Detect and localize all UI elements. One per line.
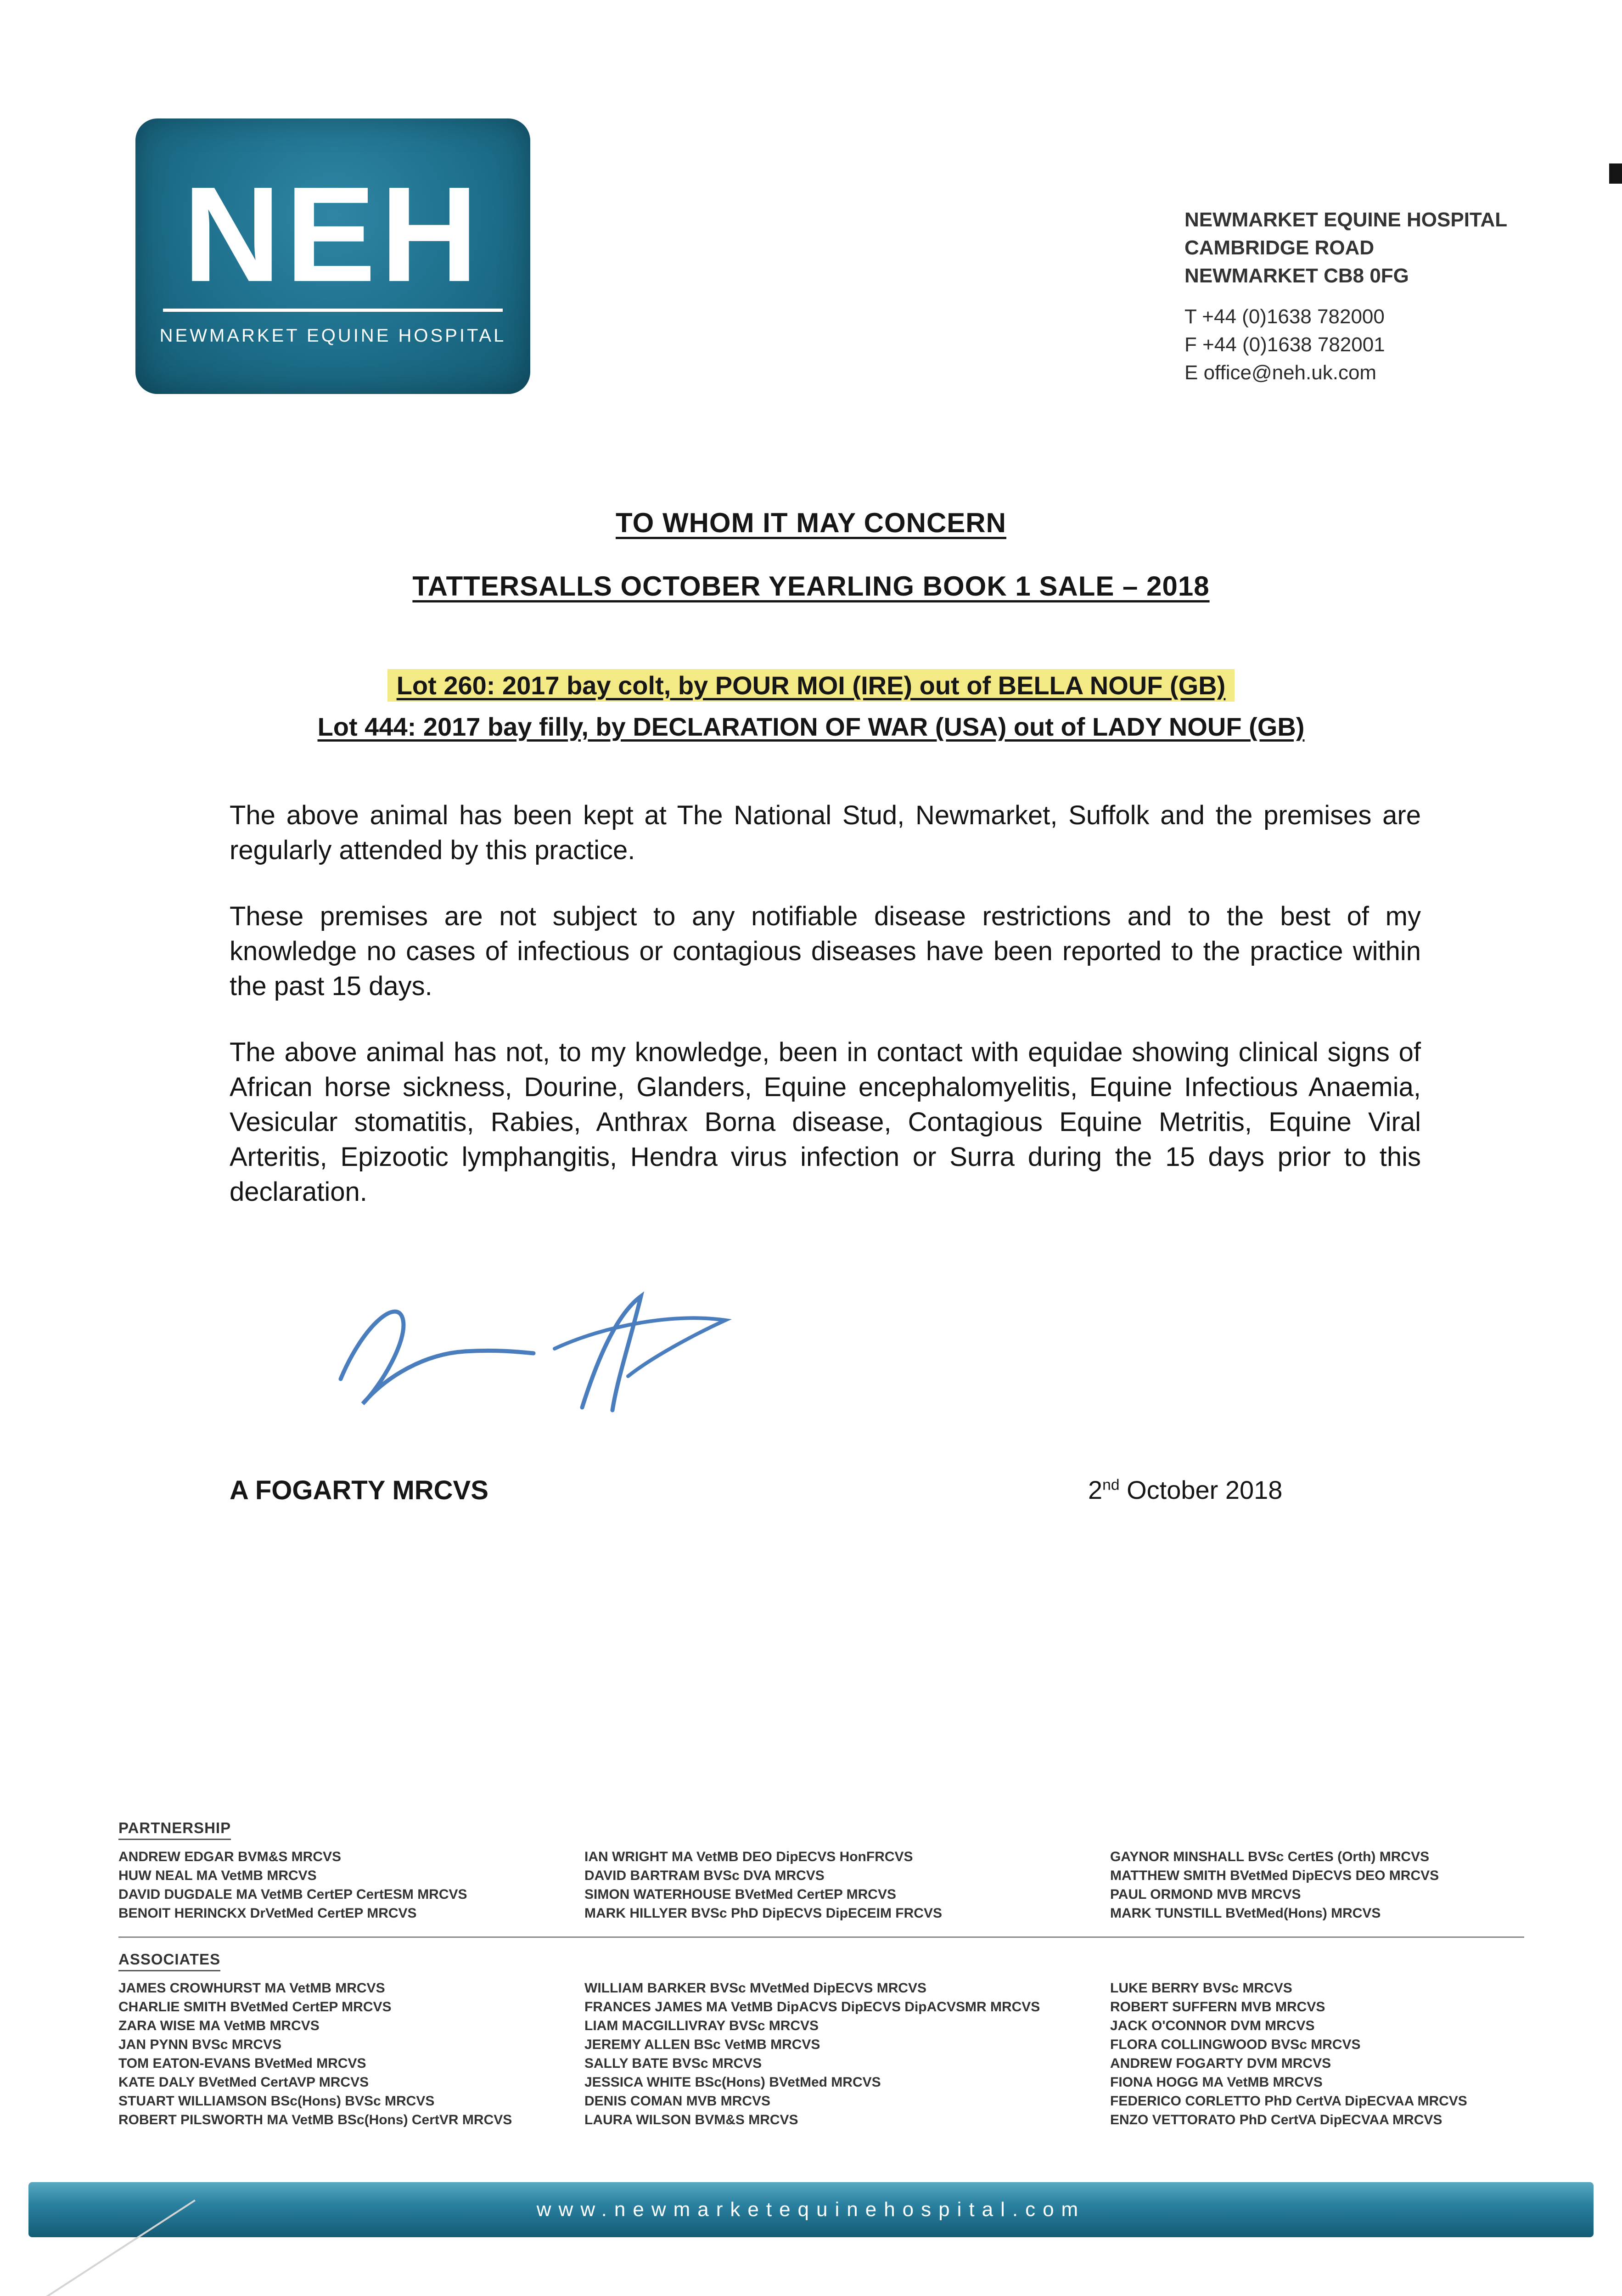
associates-column-1 — [118, 1979, 584, 2129]
staff-entry: MATTHEW SMITH BVetMed DipECVS DEO MRCVS — [1110, 1868, 1439, 1883]
staff-entry: IAN WRIGHT MA VetMB DEO DipECVS HonFRCVS — [584, 1849, 913, 1864]
staff-section — [118, 1819, 1524, 2129]
staff-entry: ENZO VETTORATO PhD CertVA DipECVAA MRCVS — [1110, 2112, 1442, 2127]
staff-entry: BENOIT HERINCKX DrVetMed CertEP MRCVS — [118, 1906, 417, 1921]
staff-entry: DENIS COMAN MVB MRCVS — [584, 2093, 771, 2109]
lot-line-260 — [0, 665, 1622, 706]
logo-acronym: NEH — [163, 167, 503, 312]
contact-address-line1: CAMBRIDGE ROAD — [1184, 236, 1375, 259]
partnership-column-1 — [118, 1847, 584, 1923]
staff-entry: JAN PYNN BVSc MRCVS — [118, 2037, 282, 2052]
partnership-column-3 — [1110, 1847, 1524, 1923]
contact-address-line2: NEWMARKET CB8 0FG — [1184, 264, 1409, 287]
lot-260-text: Lot 260: 2017 bay colt, by POUR MOI (IRE) out of BELLA NOUF (GB) — [387, 669, 1235, 702]
staff-entry: SALLY BATE BVSc MRCVS — [584, 2056, 762, 2071]
staff-entry: PAUL ORMOND MVB MRCVS — [1110, 1887, 1301, 1902]
staff-entry: MARK HILLYER BVSc PhD DipECVS DipECEIM FRCVS — [584, 1906, 942, 1921]
staff-entry: FRANCES JAMES MA VetMB DipACVS DipECVS DipACVSMR MRCVS — [584, 1999, 1040, 2015]
staff-entry: MARK TUNSTILL BVetMed(Hons) MRCVS — [1110, 1906, 1381, 1921]
partnership-column-2 — [584, 1847, 1110, 1923]
staff-entry: FEDERICO CORLETTO PhD CertVA DipECVAA MRCVS — [1110, 2093, 1467, 2109]
paragraph-restrictions: These premises are not subject to any notifiable disease restrictions and to the best of my knowledge no cases of infectious or contagious diseases have been reported to the practice within the past 15 days. — [230, 901, 1421, 1001]
contact-hospital-name: NEWMARKET EQUINE HOSPITAL — [1184, 208, 1508, 231]
section-divider — [118, 1936, 1524, 1938]
logo-name: NEWMARKET EQUINE HOSPITAL — [159, 325, 506, 346]
staff-entry: LIAM MACGILLIVRAY BVSc MRCVS — [584, 2018, 819, 2033]
partnership-grid — [118, 1847, 1524, 1923]
staff-entry: ROBERT SUFFERN MVB MRCVS — [1110, 1999, 1325, 2015]
staff-entry: HUW NEAL MA VetMB MRCVS — [118, 1868, 317, 1883]
partnership-label: PARTNERSHIP — [118, 1819, 231, 1840]
contact-block — [1184, 206, 1507, 387]
staff-entry: ZARA WISE MA VetMB MRCVS — [118, 2018, 320, 2033]
staff-entry: ANDREW EDGAR BVM&S MRCVS — [118, 1849, 342, 1864]
staff-entry: SIMON WATERHOUSE BVetMed CertEP MRCVS — [584, 1887, 896, 1902]
staff-entry: DAVID BARTRAM BVSc DVA MRCVS — [584, 1868, 825, 1883]
staff-entry: GAYNOR MINSHALL BVSc CertES (Orth) MRCVS — [1110, 1849, 1430, 1864]
letter-subtitle: TATTERSALLS OCTOBER YEARLING BOOK 1 SALE – 2018 — [412, 571, 1210, 602]
associates-label: ASSOCIATES — [118, 1951, 220, 1971]
paragraph-diseases: The above animal has not, to my knowledge, been in contact with equidae showing clinical signs of African horse sickness, Dourine, Glanders, Equine encephalomyelitis, Equine Infectious Anaemia, Vesicular stomatitis, Rabies, Anthrax Borna disease, Contagious Equine Metritis, Equine Viral Arteritis, Epizootic lymphangitis, Hendra virus infection or Surra during the 15 days prior to this declaration. — [230, 1037, 1421, 1207]
staff-entry: FIONA HOGG MA VetMB MRCVS — [1110, 2075, 1323, 2090]
staff-entry: DAVID DUGDALE MA VetMB CertEP CertESM MRCVS — [118, 1887, 467, 1902]
date-rest: October 2018 — [1119, 1475, 1283, 1504]
staff-entry: JAMES CROWHURST MA VetMB MRCVS — [118, 1981, 385, 1996]
website-text: www.newmarketequinehospital.com — [536, 2198, 1086, 2221]
associates-column-3 — [1110, 1979, 1524, 2129]
neh-logo — [135, 118, 530, 394]
staff-entry: WILLIAM BARKER BVSc MVetMed DipECVS MRCVS — [584, 1981, 927, 1996]
staff-entry: ROBERT PILSWORTH MA VetMB BSc(Hons) CertVR MRCVS — [118, 2112, 512, 2127]
paragraph-premises: The above animal has been kept at The National Stud, Newmarket, Suffolk and the premises are regularly attended by this practice. — [230, 800, 1421, 865]
staff-entry: JACK O'CONNOR DVM MRCVS — [1110, 2018, 1315, 2033]
contact-telephone: T +44 (0)1638 782000 — [1184, 305, 1385, 328]
staff-entry: JEREMY ALLEN BSc VetMB MRCVS — [584, 2037, 820, 2052]
footer-bar — [28, 2182, 1594, 2237]
letter-title: TO WHOM IT MAY CONCERN — [616, 507, 1006, 538]
lot-lines — [0, 665, 1622, 748]
staff-entry: STUART WILLIAMSON BSc(Hons) BVSc MRCVS — [118, 2093, 435, 2109]
contact-fax: F +44 (0)1638 782001 — [1184, 333, 1385, 356]
staff-entry: LAURA WILSON BVM&S MRCVS — [584, 2112, 798, 2127]
contact-email: E office@neh.uk.com — [1184, 361, 1377, 384]
lot-line-444 — [0, 706, 1622, 748]
staff-entry: KATE DALY BVetMed CertAVP MRCVS — [118, 2075, 369, 2090]
staff-entry: CHARLIE SMITH BVetMed CertEP MRCVS — [118, 1999, 392, 2015]
signature-ink — [312, 1270, 735, 1414]
scan-artifact — [1609, 163, 1622, 184]
lot-444-text: Lot 444: 2017 bay filly, by DECLARATION OF WAR (USA) out of LADY NOUF (GB) — [317, 712, 1305, 741]
associates-column-2 — [584, 1979, 1110, 2129]
date-ordinal: nd — [1102, 1476, 1120, 1494]
staff-entry: ANDREW FOGARTY DVM MRCVS — [1110, 2056, 1331, 2071]
staff-entry: TOM EATON-EVANS BVetMed MRCVS — [118, 2056, 366, 2071]
associates-grid — [118, 1979, 1524, 2129]
date-day: 2 — [1088, 1475, 1103, 1504]
staff-entry: FLORA COLLINGWOOD BVSc MRCVS — [1110, 2037, 1361, 2052]
staff-entry: JESSICA WHITE BSc(Hons) BVetMed MRCVS — [584, 2075, 881, 2090]
staff-entry: LUKE BERRY BVSc MRCVS — [1110, 1981, 1292, 1996]
signatory-name: A FOGARTY MRCVS — [230, 1475, 488, 1505]
letter-date — [1088, 1475, 1282, 1505]
contact-spacer — [1184, 290, 1507, 303]
